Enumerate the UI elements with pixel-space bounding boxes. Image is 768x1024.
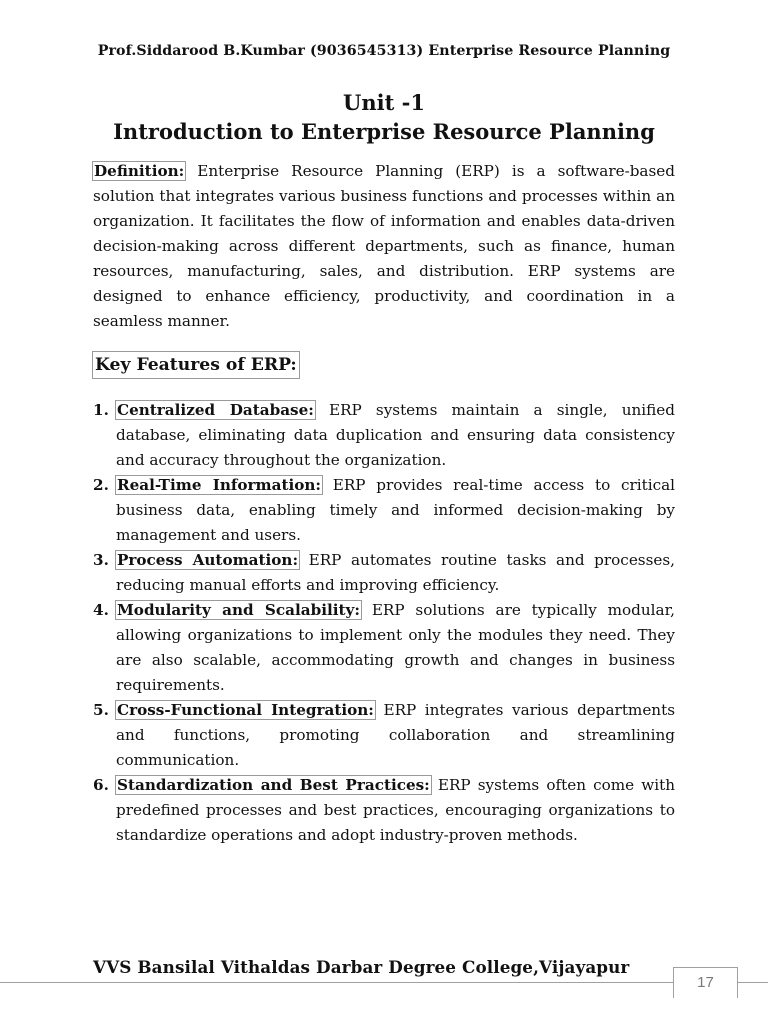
list-item-text: ERP systems maintain a single, unified database, eliminating data duplication and ensuring data consistency and accuracy throughout the organization. [116, 401, 675, 469]
list-item-label: Centralized Database: [117, 401, 314, 419]
definition-paragraph [93, 159, 675, 334]
list-item-text: ERP provides real-time access to critical business data, enabling timely and informed decision-making by management and users. [116, 476, 676, 544]
list-item-number: 1. [93, 401, 109, 419]
list-item-label: Process Automation: [117, 551, 299, 569]
list-item-label: Standardization and Best Practices: [117, 776, 430, 794]
list-item-number: 2. [93, 476, 109, 494]
running-header: Prof.Siddarood B.Kumbar (9036545313) Enterprise Resource Planning [97, 43, 671, 59]
list-item-text: ERP integrates various departments and functions, promoting collaboration and streamlining communication. [116, 701, 675, 769]
list-item-number: 4. [93, 601, 109, 619]
list-item-text: ERP solutions are typically modular, allowing organizations to implement only the modules they need. They are also scalable, accommodating growth and changes in business requirements. [116, 601, 675, 694]
list-item [93, 773, 675, 848]
title-block [0, 88, 768, 146]
key-features-list [93, 398, 675, 848]
unit-title: Unit -1 [343, 90, 425, 115]
list-item-label: Modularity and Scalability: [117, 601, 360, 619]
list-item [93, 473, 675, 548]
list-item [93, 548, 675, 598]
list-item [93, 398, 675, 473]
list-item-number: 6. [93, 776, 109, 794]
definition-label: Definition: [94, 162, 185, 180]
list-item-label: Cross-Functional Integration: [117, 701, 374, 719]
key-features-heading: Key Features of ERP: [93, 352, 299, 378]
list-item-text: ERP automates routine tasks and processes, reducing manual efforts and improving efficiency. [116, 551, 675, 594]
list-item-number: 5. [93, 701, 109, 719]
list-item-number: 3. [93, 551, 109, 569]
page-number: 17 [673, 967, 738, 998]
definition-text: Enterprise Resource Planning (ERP) is a software-based solution that integrates various business functions and processes within an organization. It facilitates the flow of information and enables data-driven decision-making across different departments, such as finance, human resources, manufacturing, sales, and distribution. ERP systems are designed to enhance efficiency, productivity, and coordination in a seamless manner. [93, 162, 675, 330]
list-item-label: Real-Time Information: [117, 476, 322, 494]
page-title: Introduction to Enterprise Resource Planning [113, 119, 655, 144]
list-item [93, 698, 675, 773]
list-item-text: ERP systems often come with predefined processes and best practices, encouraging organizations to standardize operations and adopt industry-proven methods. [116, 776, 675, 844]
footer-college-name: VVS Bansilal Vithaldas Darbar Degree College,Vijayapur [93, 957, 630, 977]
footer-divider [0, 982, 768, 983]
list-item [93, 598, 675, 698]
